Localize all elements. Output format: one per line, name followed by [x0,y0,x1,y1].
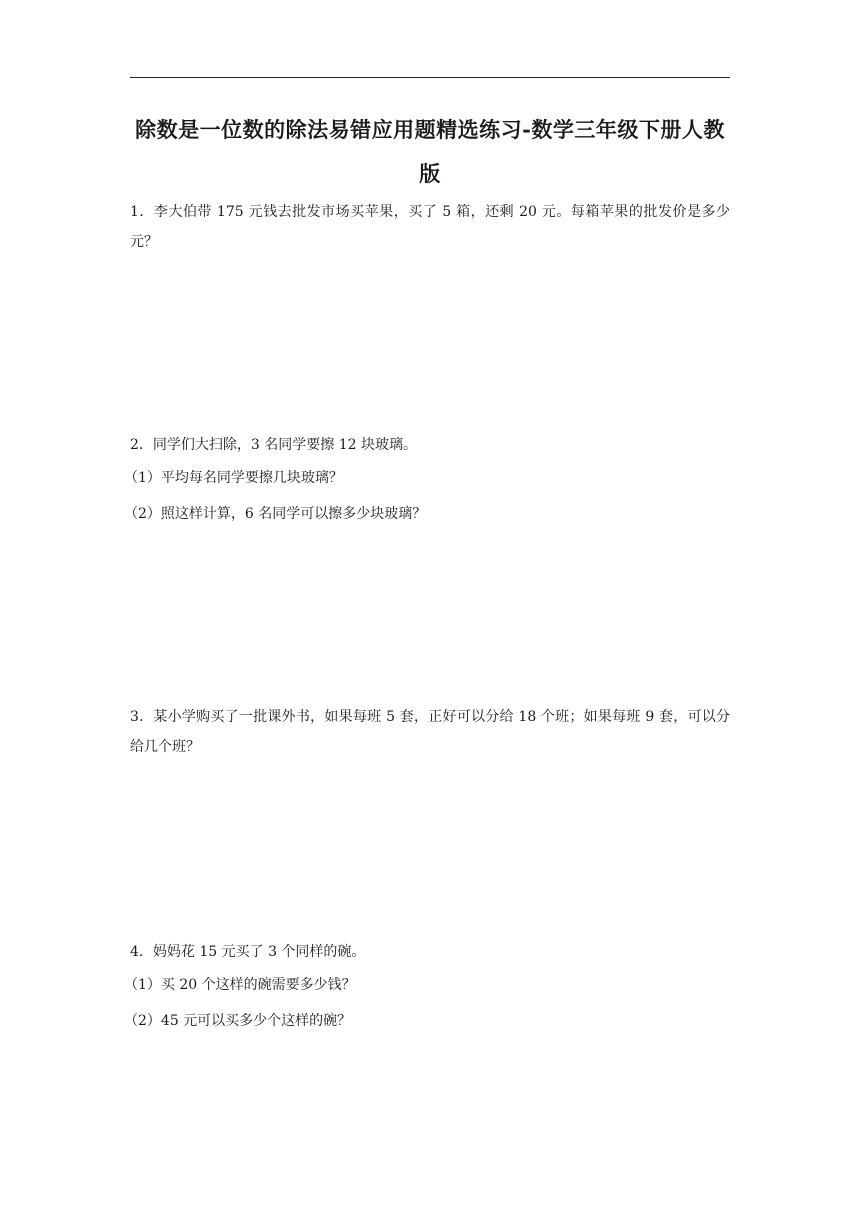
question-1 [130,197,730,257]
worksheet-title: 除数是一位数的除法易错应用题精选练习-数学三年级下册人教版 [135,117,725,186]
question-2-part-1: （1）平均每名同学要擦几块玻璃？ [124,470,343,486]
question-2-stem: 2．同学们大扫除，3 名同学要擦 12 块玻璃。 [130,437,417,453]
header-rule [130,77,730,78]
question-3-stem: 3．某小学购买了一批课外书，如果每班 5 套，正好可以分给 18 个班；如果每班 9 套，可以分给几个班？ [130,709,730,755]
question-4 [124,937,730,1039]
question-3 [130,702,730,762]
question-4-part-2: （2）45 元可以买多少个这样的碗？ [124,1013,352,1029]
question-1-stem: 1．李大伯带 175 元钱去批发市场买苹果，买了 5 箱，还剩 20 元。每箱苹果的批发价是多少元？ [130,204,730,250]
question-4-stem: 4．妈妈花 15 元买了 3 个同样的碗。 [130,944,366,960]
question-4-part-1: （1）买 20 个这样的碗需要多少钱？ [124,977,356,993]
question-2 [124,430,730,532]
question-2-part-2: （2）照这样计算，6 名同学可以擦多少块玻璃？ [124,506,427,522]
